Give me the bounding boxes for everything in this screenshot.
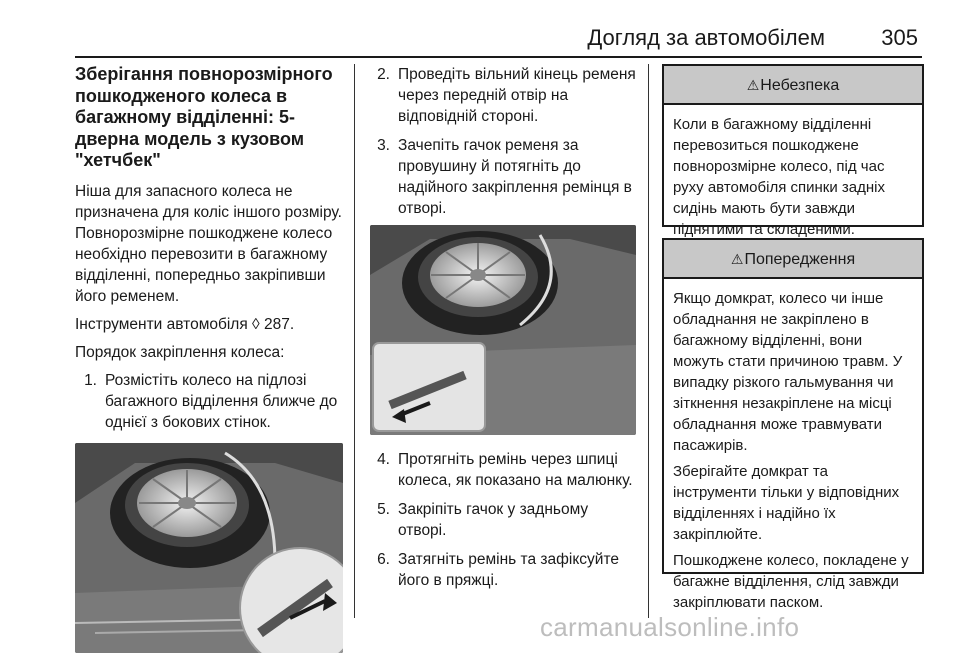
step-item bbox=[370, 549, 636, 591]
step-number: 6. bbox=[377, 551, 390, 568]
steps-list-3 bbox=[370, 449, 636, 591]
warning-box-paragraph: Зберігайте домкрат та інструменти тільки у відповідних відділеннях і надійно їх закріплюйте. bbox=[673, 463, 900, 543]
step-number: 5. bbox=[377, 501, 390, 518]
middle-column bbox=[370, 64, 636, 599]
steps-list-1 bbox=[75, 370, 343, 433]
header-rule bbox=[75, 56, 922, 58]
step-text: Протягніть ремінь через шпиці колеса, як показано на малюнку. bbox=[398, 451, 633, 489]
steps-list-2 bbox=[370, 64, 636, 219]
strap-hook-image bbox=[370, 225, 636, 435]
danger-box bbox=[662, 64, 924, 238]
step-item bbox=[75, 370, 343, 433]
paragraph-tools-ref: Інструменти автомобіля ◊ 287. bbox=[75, 315, 295, 333]
warning-triangle-icon: ⚠ bbox=[746, 77, 760, 93]
column-divider-left bbox=[354, 64, 355, 618]
paragraph-intro: Ніша для запасного колеса не призначена для коліс іншого розміру. Повнорозмірне пошкоджене колесо необхідно перевозити в багажному відділенні, попередньо закріпивши його ременем. bbox=[75, 182, 342, 305]
watermark: carmanualsonline.info bbox=[540, 612, 800, 642]
warning-box-body bbox=[664, 279, 922, 626]
step-number: 3. bbox=[377, 137, 390, 154]
trunk-wheel-illustration-2 bbox=[370, 225, 636, 435]
step-item bbox=[370, 135, 636, 219]
step-text: Розмістіть колесо на підлозі багажного відділення ближче до однієї з бокових стінок. bbox=[105, 371, 338, 431]
warning-box bbox=[662, 238, 924, 611]
danger-box-text: Коли в багажному відділенні перевозиться пошкоджене повнорозмірне колесо, під час руху автомобіля спинки задніх сидінь мають бути завжди піднятими та складеними. bbox=[673, 116, 885, 238]
danger-box-title: Небезпека bbox=[760, 77, 840, 94]
step-item bbox=[370, 499, 636, 541]
trunk-wheel-illustration-1 bbox=[75, 443, 343, 653]
warning-box-paragraph: Якщо домкрат, колесо чи інше обладнання не закріплено в багажному відділенні, вони можуть стати причиною травм. У випадку різкого гальмування чи зіткнення незакріплене на місці обладнання може травмувати пасажирів. bbox=[673, 290, 903, 454]
step-text: Затягніть ремінь та зафіксуйте його в пряжці. bbox=[398, 551, 619, 589]
step-item bbox=[370, 449, 636, 491]
warning-box-header bbox=[664, 240, 922, 279]
section-heading: Зберігання повнорозмірного пошкодженого колеса в багажному відділенні: 5-дверна модель з кузовом "хетчбек" bbox=[75, 64, 333, 170]
warning-box-title: Попередження bbox=[744, 251, 856, 268]
step-number: 4. bbox=[377, 451, 390, 468]
danger-box-header bbox=[664, 66, 922, 105]
column-divider-right bbox=[648, 64, 649, 618]
danger-box-body bbox=[664, 105, 922, 253]
step-text: Зачепіть гачок ременя за провушину й потягніть до надійного закріплення ремінця в отворі. bbox=[398, 137, 632, 217]
warning-box-paragraph: Пошкоджене колесо, покладене у багажне відділення, слід завжди закріплювати паском. bbox=[673, 552, 909, 611]
step-text: Закріпіть гачок у задньому отворі. bbox=[398, 501, 589, 539]
step-text: Проведіть вільний кінець ременя через передній отвір на відповідній стороні. bbox=[398, 66, 636, 125]
section-title: Догляд за автомобілем bbox=[587, 25, 825, 50]
step-item bbox=[370, 64, 636, 127]
step-number: 1. bbox=[84, 371, 97, 389]
page-number: 305 bbox=[881, 25, 918, 50]
step-number: 2. bbox=[377, 66, 390, 83]
left-column bbox=[75, 64, 343, 653]
trunk-wheel-image bbox=[75, 443, 343, 653]
paragraph-procedure: Порядок закріплення колеса: bbox=[75, 343, 285, 361]
warning-triangle-icon: ⚠ bbox=[730, 251, 744, 267]
